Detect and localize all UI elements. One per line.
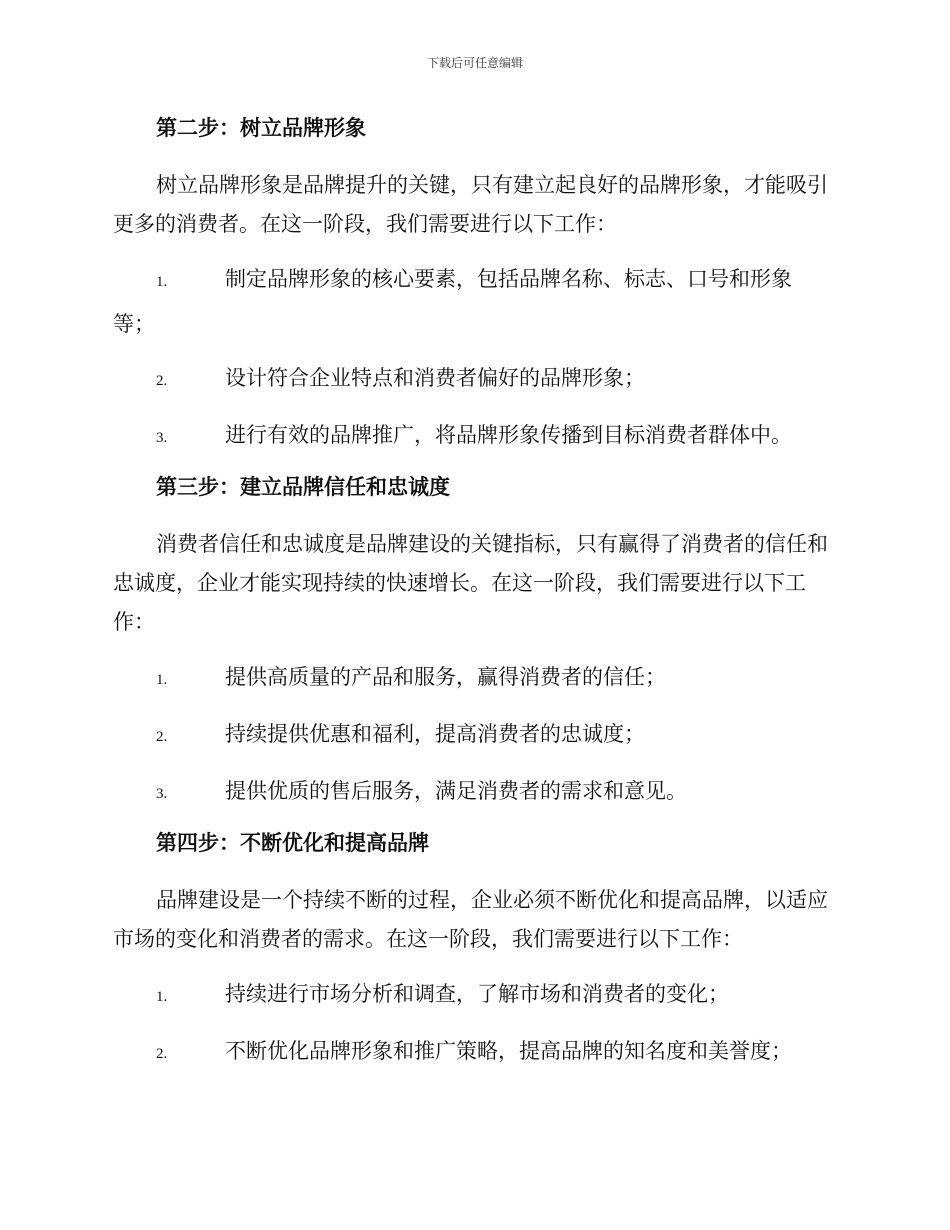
list-item (113, 973, 833, 1018)
list-item-text: 进行有效的品牌推广，将品牌形象传播到目标消费者群体中。 (225, 423, 792, 447)
section-intro: 品牌建设是一个持续不断的过程，企业必须不断优化和提高品牌，以适应市场的变化和消费者的需求。在这一阶段，我们需要进行以下工作： (113, 888, 828, 951)
section-step-4 (113, 827, 833, 1075)
section-heading: 第二步：树立品牌形象 (156, 115, 366, 140)
list-number: 2. (156, 729, 168, 745)
list-item-text: 持续提供优惠和福利，提高消费者的忠诚度； (225, 722, 645, 746)
document-body (113, 112, 833, 1087)
section-step-3 (113, 471, 833, 815)
list-item (113, 713, 833, 758)
list-item-text: 提供优质的售后服务，满足消费者的需求和意见。 (225, 779, 687, 803)
list-number: 1. (156, 672, 168, 688)
list-number: 2. (156, 373, 168, 389)
list-item-text: 提供高质量的产品和服务，赢得消费者的信任； (225, 665, 666, 689)
section-step-2 (113, 112, 833, 459)
list-item-text: 设计符合企业特点和消费者偏好的品牌形象； (225, 366, 645, 390)
section-intro: 消费者信任和忠诚度是品牌建设的关键指标，只有赢得了消费者的信任和忠诚度，企业才能实现持续的快速增长。在这一阶段，我们需要进行以下工作： (113, 532, 828, 634)
list-number: 1. (156, 274, 168, 290)
list-item (113, 258, 833, 345)
list-number: 3. (156, 786, 168, 802)
section-heading: 第四步：不断优化和提高品牌 (156, 830, 429, 855)
section-heading: 第三步：建立品牌信任和忠诚度 (156, 474, 450, 499)
list-item-text: 持续进行市场分析和调查，了解市场和消费者的变化； (225, 982, 729, 1006)
list-item (113, 414, 833, 459)
section-intro: 树立品牌形象是品牌提升的关键，只有建立起良好的品牌形象，才能吸引更多的消费者。在这一阶段，我们需要进行以下工作： (113, 173, 828, 236)
list-item (113, 1030, 833, 1075)
list-item (113, 656, 833, 701)
list-item (113, 357, 833, 402)
list-number: 1. (156, 989, 168, 1005)
list-number: 2. (156, 1046, 168, 1062)
list-number: 3. (156, 430, 168, 446)
page-header: 下载后可任意编辑 (426, 56, 523, 70)
list-item-text: 不断优化品牌形象和推广策略，提高品牌的知名度和美誉度； (225, 1039, 792, 1063)
list-item-text: 制定品牌形象的核心要素，包括品牌名称、标志、口号和形象等； (113, 267, 792, 336)
list-item (113, 770, 833, 815)
